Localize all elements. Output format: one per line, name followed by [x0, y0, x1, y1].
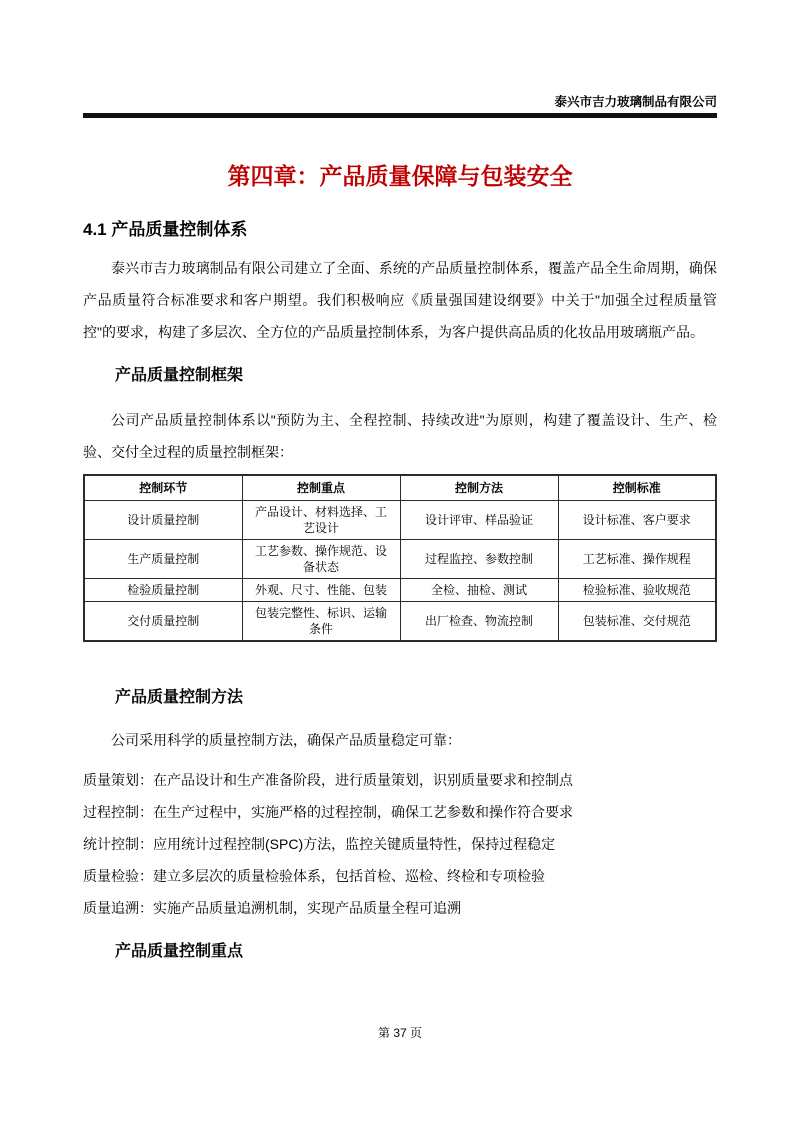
- framework-intro-paragraph: 公司产品质量控制体系以"预防为主、全程控制、持续改进"为原则，构建了覆盖设计、生产、检验、交付全过程的质量控制框架：: [83, 412, 717, 460]
- table-cell: 生产质量控制: [84, 540, 242, 579]
- table-row: [84, 579, 716, 602]
- subsection-heading-keypoints: 产品质量控制重点: [115, 943, 244, 960]
- method-item-statistics: 统计控制：应用统计过程控制(SPC)方法，监控关键质量特性，保持过程稳定: [83, 836, 556, 852]
- table-cell: 包装完整性、标识、运输条件: [242, 602, 400, 642]
- document-header: [83, 94, 717, 110]
- subsection-heading-methods: 产品质量控制方法: [115, 689, 244, 706]
- table-row: [84, 602, 716, 642]
- table-cell: 全检、抽检、测试: [400, 579, 558, 602]
- table-header-cell: 控制标准: [558, 475, 716, 501]
- table-header-row: [84, 475, 716, 501]
- table-header-cell: 控制方法: [400, 475, 558, 501]
- company-name: 泰兴市吉力玻璃制品有限公司: [554, 95, 717, 109]
- table-header-cell: 控制环节: [84, 475, 242, 501]
- method-item-process: 过程控制：在生产过程中，实施严格的过程控制，确保工艺参数和操作符合要求: [83, 804, 573, 820]
- section-intro-paragraph: 泰兴市吉力玻璃制品有限公司建立了全面、系统的产品质量控制体系，覆盖产品全生命周期，确保产品质量符合标准要求和客户期望。我们积极响应《质量强国建设纲要》中关于"加强全过程质量管控"的要求，构建了多层次、全方位的产品质量控制体系，为客户提供高品质的化妆品用玻璃瓶产品。: [83, 260, 717, 340]
- table-cell: 工艺参数、操作规范、设备状态: [242, 540, 400, 579]
- table-cell: 过程监控、参数控制: [400, 540, 558, 579]
- methods-intro-paragraph: 公司采用科学的质量控制方法，确保产品质量稳定可靠：: [111, 732, 461, 748]
- table-row: [84, 540, 716, 579]
- table-cell: 设计标准、客户要求: [558, 501, 716, 540]
- table-header-cell: 控制重点: [242, 475, 400, 501]
- method-item-planning: 质量策划：在产品设计和生产准备阶段，进行质量策划，识别质量要求和控制点: [83, 772, 573, 788]
- quality-control-table: [83, 474, 717, 642]
- header-double-rule: [83, 113, 717, 118]
- method-item-inspection: 质量检验：建立多层次的质量检验体系，包括首检、巡检、终检和专项检验: [83, 868, 545, 884]
- table-cell: 产品设计、材料选择、工艺设计: [242, 501, 400, 540]
- table-cell: 检验标准、验收规范: [558, 579, 716, 602]
- subsection-heading-framework: 产品质量控制框架: [115, 367, 244, 384]
- section-heading-4-1: 4.1 产品质量控制体系: [83, 220, 248, 239]
- table-cell: 外观、尺寸、性能、包装: [242, 579, 400, 602]
- table-cell: 交付质量控制: [84, 602, 242, 642]
- footer: [0, 1024, 800, 1041]
- table-row: [84, 501, 716, 540]
- table-cell: 检验质量控制: [84, 579, 242, 602]
- page-title: 第四章：产品质量保障与包装安全: [227, 163, 573, 189]
- table-cell: 设计质量控制: [84, 501, 242, 540]
- table-cell: 设计评审、样品验证: [400, 501, 558, 540]
- method-list: [83, 764, 717, 924]
- method-item-traceability: 质量追溯：实施产品质量追溯机制，实现产品质量全程可追溯: [83, 900, 461, 916]
- footer-page-number: 第 37 页: [377, 1026, 423, 1040]
- table-cell: 工艺标准、操作规程: [558, 540, 716, 579]
- table-cell: 包装标准、交付规范: [558, 602, 716, 642]
- table-cell: 出厂检查、物流控制: [400, 602, 558, 642]
